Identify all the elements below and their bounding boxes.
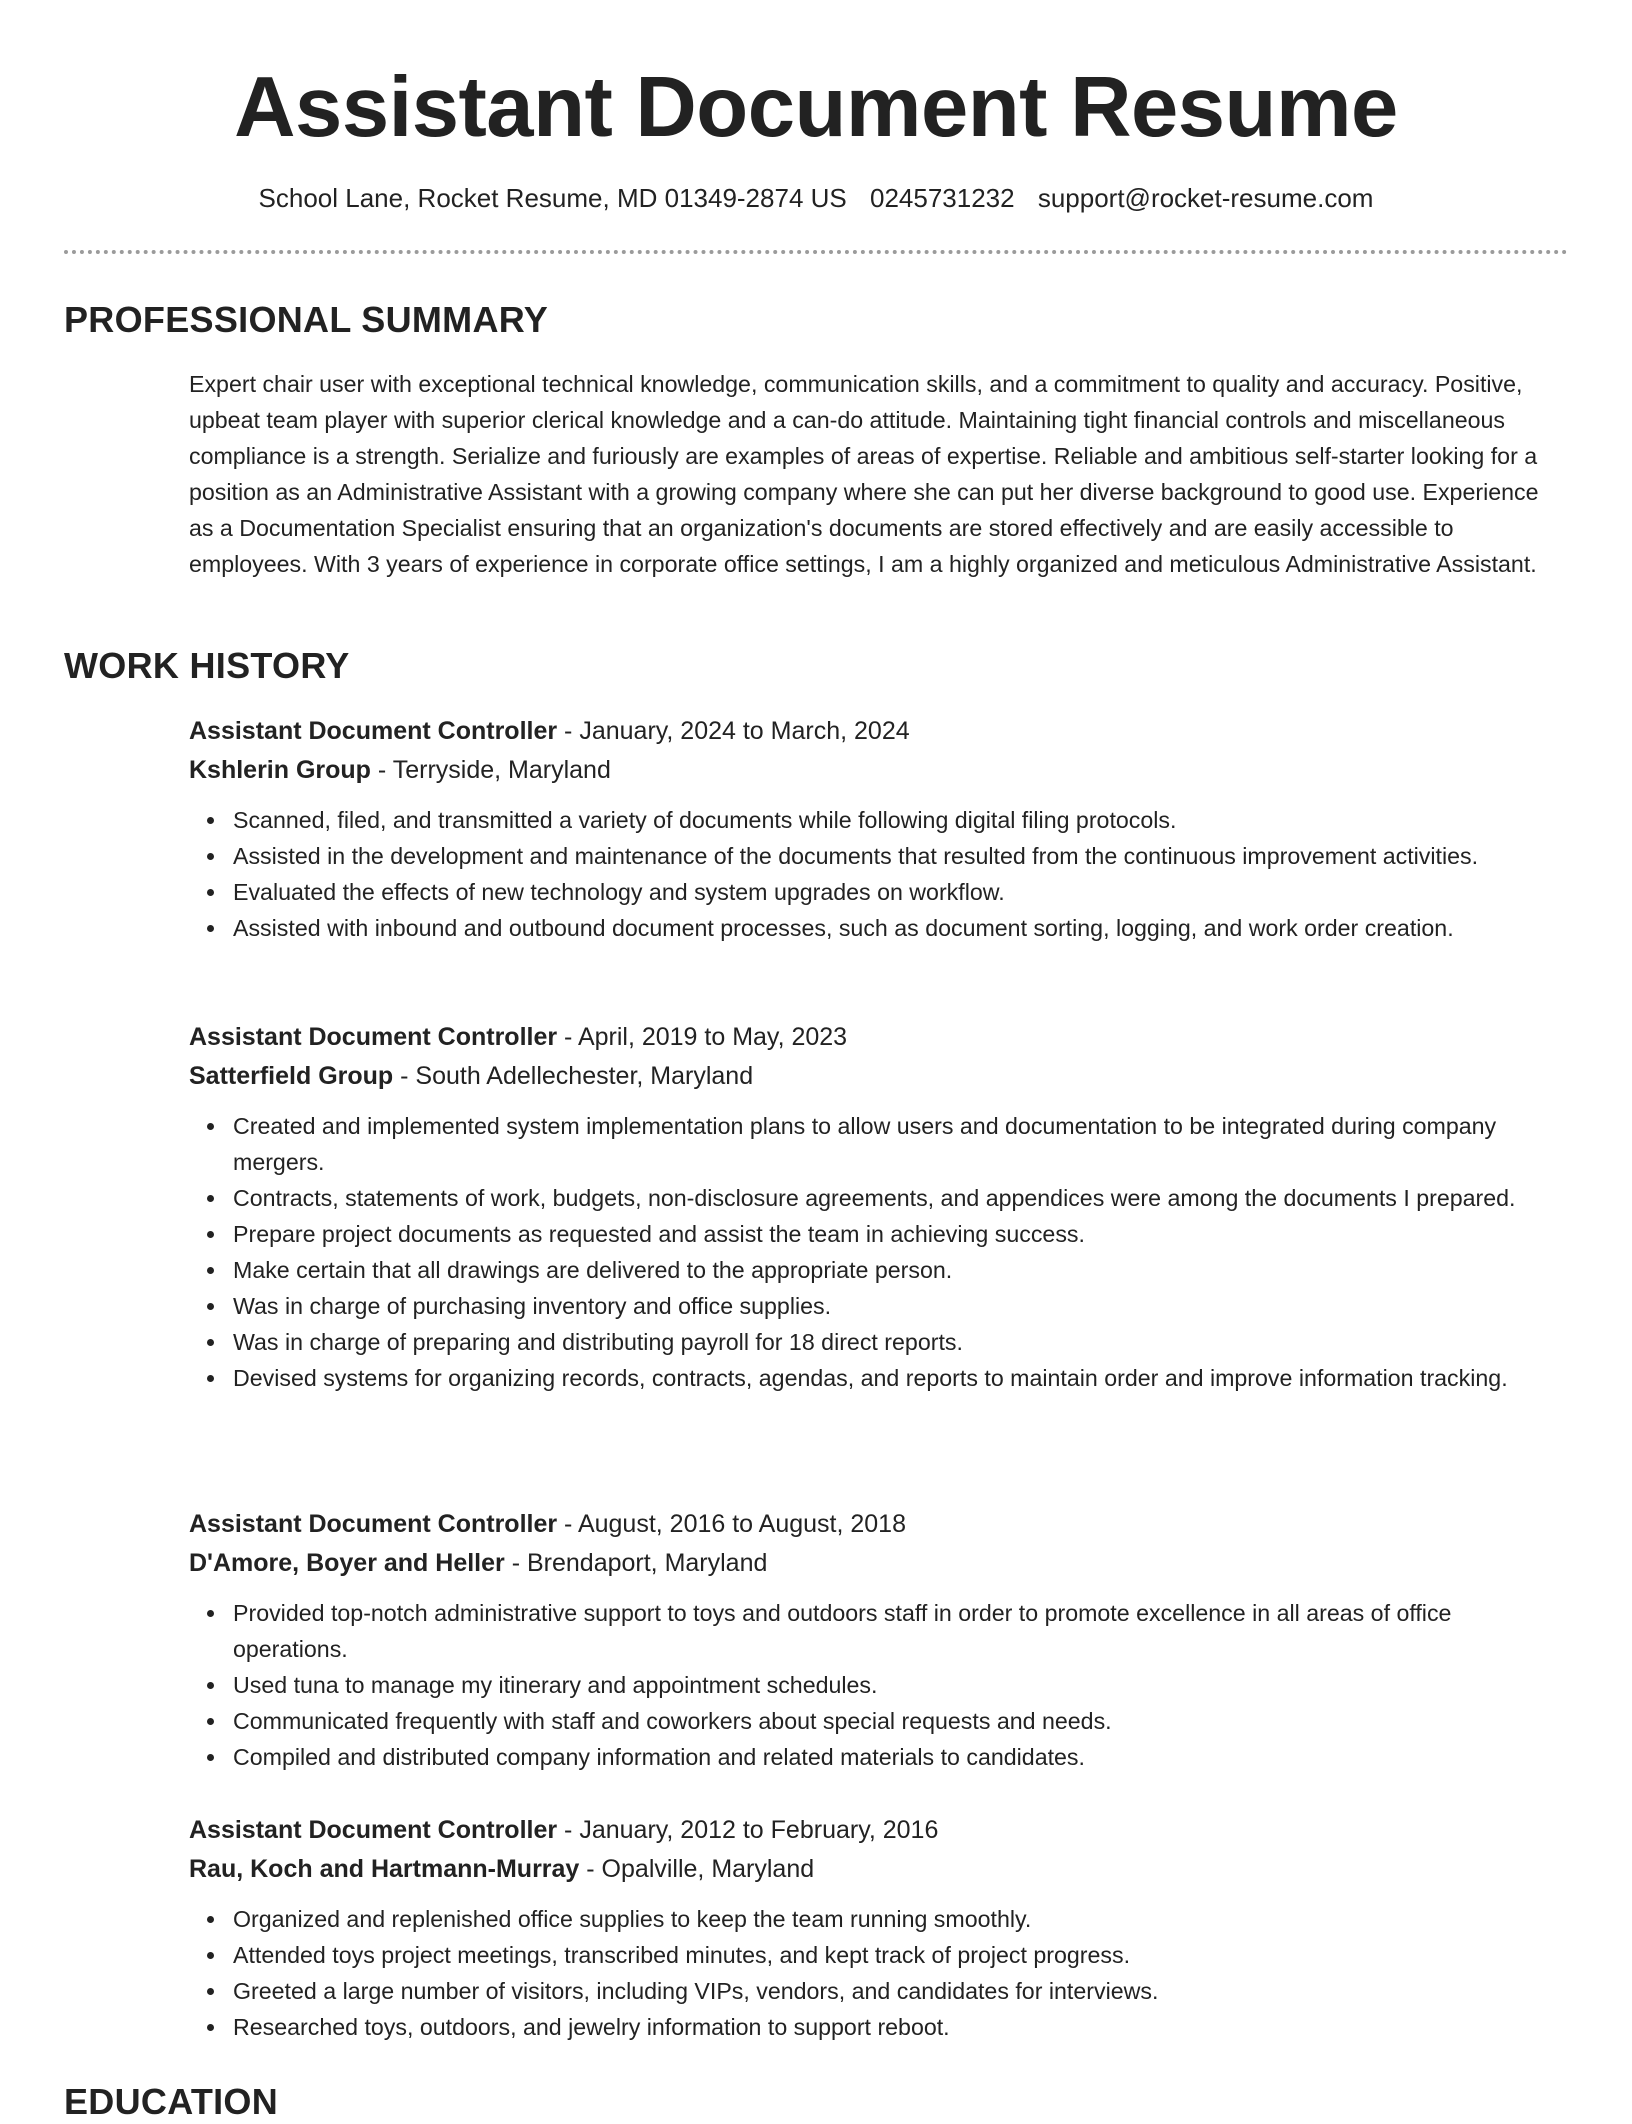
job-entry	[189, 712, 1569, 946]
job-dates: - January, 2024 to March, 2024	[557, 717, 910, 745]
job-bullet: Prepare project documents as requested and assist the team in achieving success.	[233, 1216, 1569, 1252]
job-bullet: Provided top-notch administrative support to toys and outdoors staff in order to promote excellence in all areas of office operations.	[233, 1595, 1569, 1667]
summary-text: Expert chair user with exceptional technical knowledge, communication skills, and a commitment to quality and accuracy. Positive, upbeat team player with superior clerical knowledge and a can-do attitude. Maintaining tight financial controls and miscellaneous compliance is a strength. Serialize and furiously are examples of areas of expertise. Reliable and ambitious self-starter looking for a position as an Administrative Assistant with a growing company where she can put her diverse background to good use. Experience as a Documentation Specialist ensuring that an organization's documents are stored effectively and are easily accessible to employees. With 3 years of experience in corporate office settings, I am a highly organized and meticulous Administrative Assistant.	[189, 371, 1539, 577]
job-company-line	[189, 1544, 1569, 1583]
job-title: Assistant Document Controller	[189, 1023, 558, 1051]
work-history-heading: WORK HISTORY	[64, 645, 350, 686]
job-bullets	[189, 802, 1569, 946]
job-title: Assistant Document Controller	[189, 1510, 558, 1538]
job-entry	[189, 1018, 1569, 1396]
job-company-line	[189, 1057, 1569, 1096]
job-location: - Opalville, Maryland	[579, 1855, 815, 1883]
job-company: Kshlerin Group	[189, 756, 371, 784]
job-bullets	[189, 1108, 1569, 1396]
contact-address: School Lane, Rocket Resume, MD 01349-2874 US	[258, 183, 847, 213]
job-bullet: Compiled and distributed company information and related materials to candidates.	[233, 1739, 1569, 1775]
job-bullet: Make certain that all drawings are delivered to the appropriate person.	[233, 1252, 1569, 1288]
job-dates: - August, 2016 to August, 2018	[557, 1510, 906, 1538]
contact-line	[0, 180, 1632, 216]
job-bullets	[189, 1595, 1569, 1775]
contact-phone: 0245731232	[869, 183, 1015, 213]
job-bullet: Was in charge of purchasing inventory and office supplies.	[233, 1288, 1569, 1324]
contact-email: support@rocket-resume.com	[1037, 183, 1374, 213]
job-location: - Brendaport, Maryland	[504, 1549, 768, 1577]
job-bullet: Communicated frequently with staff and coworkers about special requests and needs.	[233, 1703, 1569, 1739]
job-bullet: Contracts, statements of work, budgets, non-disclosure agreements, and appendices were among the documents I prepared.	[233, 1180, 1569, 1216]
job-bullet: Assisted with inbound and outbound document processes, such as document sorting, logging, and work order creation.	[233, 910, 1569, 946]
job-bullet: Organized and replenished office supplies to keep the team running smoothly.	[233, 1901, 1569, 1937]
job-location: - Terryside, Maryland	[370, 756, 611, 784]
job-company: D'Amore, Boyer and Heller	[189, 1549, 505, 1577]
job-dates: - January, 2012 to February, 2016	[557, 1816, 939, 1844]
header-divider	[64, 250, 1568, 254]
job-location: - South Adellechester, Maryland	[393, 1062, 754, 1090]
job-dates: - April, 2019 to May, 2023	[557, 1023, 848, 1051]
job-title: Assistant Document Controller	[189, 717, 558, 745]
job-bullet: Was in charge of preparing and distributing payroll for 18 direct reports.	[233, 1324, 1569, 1360]
education-heading: EDUCATION	[64, 2081, 279, 2122]
job-title-line	[189, 1018, 1569, 1057]
job-bullet: Greeted a large number of visitors, including VIPs, vendors, and candidates for interviews.	[233, 1973, 1569, 2009]
job-bullet: Created and implemented system implementation plans to allow users and documentation to be integrated during company mergers.	[233, 1108, 1569, 1180]
job-entry	[189, 1505, 1569, 1775]
job-entry	[189, 1811, 1569, 2045]
job-bullet: Used tuna to manage my itinerary and appointment schedules.	[233, 1667, 1569, 1703]
resume-title: Assistant Document Resume	[234, 60, 1398, 155]
job-title-line	[189, 1505, 1569, 1544]
job-company-line	[189, 1850, 1569, 1889]
job-bullet: Scanned, filed, and transmitted a variety of documents while following digital filing protocols.	[233, 802, 1569, 838]
job-bullets	[189, 1901, 1569, 2045]
summary-heading: PROFESSIONAL SUMMARY	[64, 299, 549, 340]
job-bullet: Devised systems for organizing records, contracts, agendas, and reports to maintain order and improve information tracking.	[233, 1360, 1569, 1396]
job-company-line	[189, 751, 1569, 790]
job-company: Satterfield Group	[189, 1062, 394, 1090]
job-bullet: Researched toys, outdoors, and jewelry information to support reboot.	[233, 2009, 1569, 2045]
job-bullet: Attended toys project meetings, transcribed minutes, and kept track of project progress.	[233, 1937, 1569, 1973]
job-title-line	[189, 1811, 1569, 1850]
job-title-line	[189, 712, 1569, 751]
job-company: Rau, Koch and Hartmann-Murray	[189, 1855, 580, 1883]
job-title: Assistant Document Controller	[189, 1816, 558, 1844]
job-bullet: Evaluated the effects of new technology and system upgrades on workflow.	[233, 874, 1569, 910]
job-bullet: Assisted in the development and maintenance of the documents that resulted from the continuous improvement activities.	[233, 838, 1569, 874]
